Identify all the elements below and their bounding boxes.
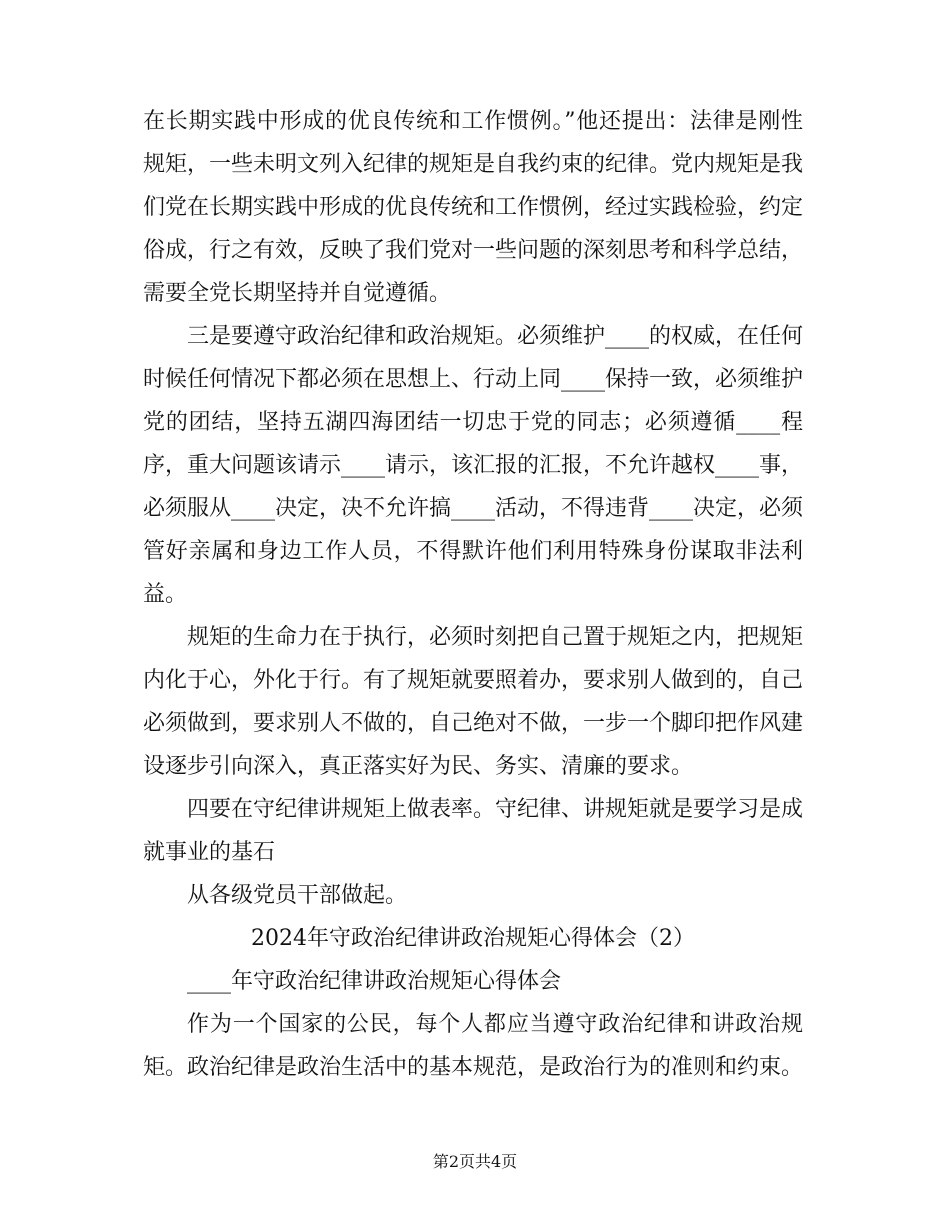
paragraph-6: ____年守政治纪律讲政治规矩心得体会 [187,969,562,994]
paragraph-5: 从各级党员干部做起。 [187,883,408,908]
paragraph-2: 三是要遵守政治纪律和政治规矩。必须维护____的权威，在任何时候任何情况下都必须在思想上、行动上同____保持一致，必须维护党的团结，坚持五湖四海团结一切忠于党的同志；必须遵循____程序，重大问题该请示____请示，该汇报的汇报，不允许越权____事，必须服从____决定，决不允许搞____活动，不得违背____决定，必须管好亲属和身边工作人员，不得默许他们利用特殊身份谋取非法利益。 [143,324,804,607]
paragraph-1: 在长期实践中形成的优良传统和工作惯例。”他还提出：法律是刚性规矩，一些未明文列入纪律的规矩是自我约束的纪律。党内规矩是我们党在长期实践中形成的优良传统和工作惯例，经过实践检验，约定俗成，行之有效，反映了我们党对一些问题的深刻思考和科学总结，需要全党长期坚持并自觉遵循。 [143,109,804,306]
paragraph-3: 规矩的生命力在于执行，必须时刻把自己置于规矩之内，把规矩内化于心，外化于行。有了规矩就要照着办，要求别人做到的，自己必须做到，要求别人不做的，自己绝对不做，一步一个脚印把作风建设逐步引向深入，真正落实好为民、务实、清廉的要求。 [143,625,804,779]
page-number-footer: 第2页共4页 [432,1152,518,1171]
paragraph-7: 作为一个国家的公民，每个人都应当遵守政治纪律和讲政治规矩。政治纪律是政治生活中的基本规范，是政治行为的准则和约束。 [143,1012,804,1080]
document-body [143,100,803,1089]
section-title: 2024年守政治纪律讲政治规矩心得体会（2） [251,926,695,951]
paragraph-4: 四要在守纪律讲规矩上做表率。守纪律、讲规矩就是要学习是成就事业的基石 [143,797,804,865]
